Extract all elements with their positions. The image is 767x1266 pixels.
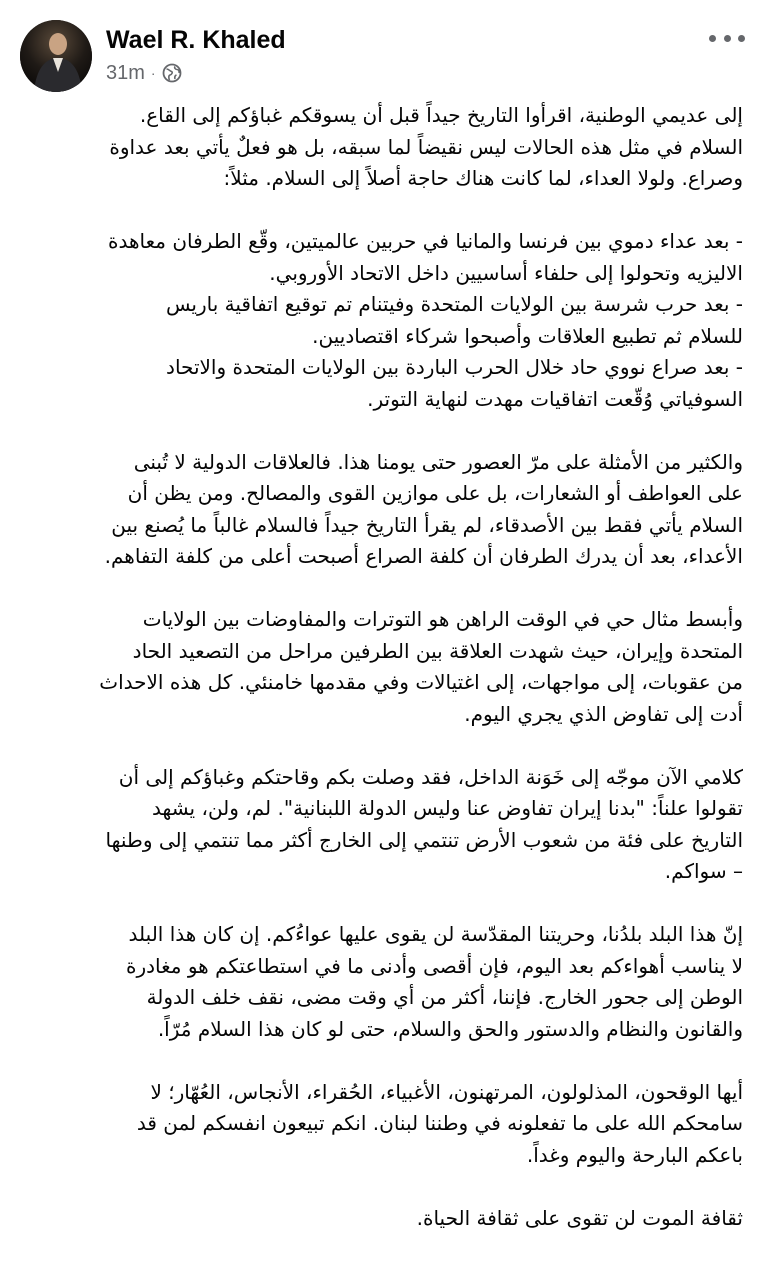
post-text-line: من عقوبات، إلى مواجهات، إلى اغتيالات وفي مقدمها خامنئي. كل هذه الاحداث (99, 670, 743, 694)
post-text-line: المتحدة وإيران، حيث شهدت العلاقة بين الطرفين مراحل من التصعيد الحاد (132, 638, 743, 663)
post-text-line: والكثير من الأمثلة على مرّ العصور حتى يومنا هذا. فالعلاقات الدولية لا تُبنى (133, 449, 743, 474)
post-text-line: تقولوا علناً: "بدنا إيران تفاوض عنا وليس الدولة اللبنانية". لم، ولن، يشهد (152, 796, 743, 820)
more-dot-icon (709, 35, 716, 42)
post-text-line: السلام في مثل هذه الحالات ليس نقيضاً لما سبقه، بل هو فعلٌ يأتي بعد عداوة (109, 134, 743, 159)
post-text-line: والقانون والنظام والدستور والحق والسلام، حتى لو كان هذا السلام مُرّاً. (157, 1016, 743, 1041)
post-text-line: الوطن إلى جحور الخارج. فإننا، أكثر من أي وقت مضى، نقف خلف الدولة (146, 985, 743, 1009)
globe-icon[interactable] (162, 63, 182, 83)
post-paragraph (24, 1077, 743, 1172)
post-text-line: للسلام ثم تطبيع العلاقات وأصبحوا شركاء اقتصاديين. (312, 323, 743, 348)
post-text-line: الاليزيه وتحولوا إلى حلفاء أساسيين داخل الاتحاد الأوروبي. (269, 260, 743, 285)
post-text-line: إلى عديمي الوطنية، اقرأوا التاريخ جيداً قبل أن يسوقكم غباؤكم إلى القاع. (139, 103, 743, 127)
post-paragraph (24, 919, 743, 1045)
post-text-line: لا يناسب أهواءكم بعد اليوم، فإن أقصى وأدنى ما في استطاعتكم هو مغادرة (125, 953, 743, 978)
post-paragraph (24, 226, 743, 415)
more-dot-icon (724, 35, 731, 42)
avatar-photo-icon (20, 20, 92, 92)
post-paragraph (24, 604, 743, 730)
post-text-line: وأبسط مثال حي في الوقت الراهن هو التوترات والمفاوضات بين الولايات (142, 607, 743, 631)
post-text-line: التاريخ على فئة من شعوب الأرض تنتمي إلى الخارج أكثر مما تنتمي إلى وطنها (105, 827, 743, 852)
post-paragraph (24, 1203, 743, 1235)
post-text-line: - بعد عداء دموي بين فرنسا والمانيا في حربين عالميتين، وقّع الطرفان معاهدة (108, 229, 743, 253)
post-text-line: - بعد حرب شرسة بين الولايات المتحدة وفيتنام تم توقيع اتفاقية باريس (165, 292, 743, 316)
post-text-line: على العواطف أو الشعارات، بل على موازين القوى والمصالح. ومن يظن أن (127, 481, 743, 505)
post-paragraph (24, 447, 743, 573)
post-paragraph (24, 100, 743, 195)
meta-separator: · (150, 65, 156, 81)
author-name[interactable]: Wael R. Khaled (106, 26, 286, 54)
post-text-line: الأعداء، بعد أن يدرك الطرفان أن كلفة الصراع أصبحت أعلى من كلفة التفاهم. (104, 544, 743, 568)
more-options-button[interactable] (709, 24, 745, 52)
post-text-line: - بعد صراع نووي حاد خلال الحرب الباردة بين الولايات المتحدة والاتحاد (166, 355, 743, 379)
post-text-line: أيها الوقحون، المذلولون، المرتهنون، الأغبياء، الحُقراء، الأنجاس، العُهّار؛ لا (150, 1079, 743, 1104)
avatar[interactable] (20, 20, 92, 92)
post-text-line: أدت إلى تفاوض الذي يجري اليوم. (464, 701, 743, 726)
post-text-line: وصراع. ولولا العداء، لما كانت هناك حاجة أصلاً إلى السلام. مثلاً: (223, 166, 743, 190)
post-text-line: سامحكم الله على ما تفعلونه في وطننا لبنان. انكم تبيعون انفسكم لمن قد (136, 1111, 743, 1135)
post-text-line: السلام يأتي فقط بين الأصدقاء، لم يقرأ التاريخ جيداً فالسلام غالباً ما يُصنع بين (111, 512, 743, 537)
post-body (24, 100, 743, 1266)
post-header (0, 0, 767, 100)
post-paragraph (24, 762, 743, 888)
more-dot-icon (738, 35, 745, 42)
post-text-line: ثقافة الموت لن تقوى على ثقافة الحياة. (416, 1205, 743, 1230)
post-meta (106, 60, 182, 86)
post-time[interactable]: 31m (106, 61, 145, 84)
post-text-line: كلامي الآن موجّه إلى خَوَنة الداخل، فقد وصلت بكم وقاحتكم وغباؤكم إلى أن (118, 764, 743, 789)
post-text-line: إنّ هذا البلد بلدُنا، وحريتنا المقدّسة لن يقوى عليها عواءُكم. إن كان هذا البلد (128, 922, 743, 946)
post-text-line: باعكم البارحة واليوم وغداً. (526, 1142, 743, 1167)
post-text-line: – سواكم. (664, 859, 743, 883)
post-text-line: السوفياتي وُقّعت اتفاقيات مهدت لنهاية التوتر. (367, 386, 743, 411)
